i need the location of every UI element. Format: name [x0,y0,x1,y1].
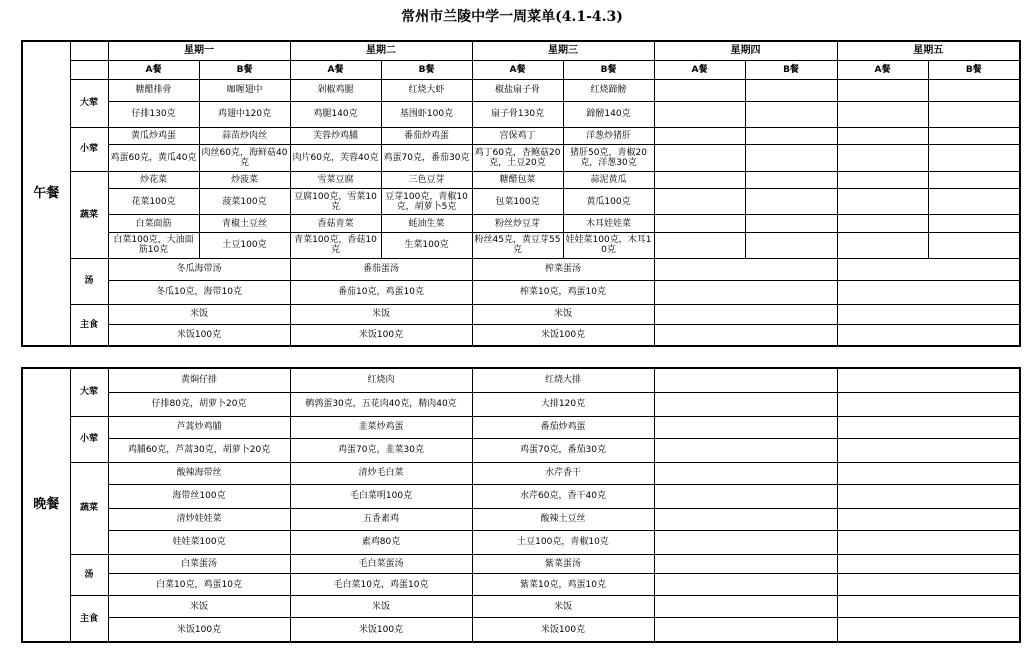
dish-ingredients: 白菜100克，大油面筋10克 [108,232,199,258]
dish-ingredients: 包菜100克 [472,189,563,215]
dish-name: 紫菜蛋汤 [472,554,654,574]
dish-ingredients: 基围虾100克 [381,101,472,127]
dish-ingredients: 鸡蛋60克，黄瓜40克 [108,145,199,171]
dish-name: 红烧肉 [290,368,472,392]
b-meal-header: B餐 [199,61,290,80]
category-zhushi: 主食 [70,596,108,642]
b-meal-header: B餐 [381,61,472,80]
dish-name: 白菜蛋汤 [108,554,290,574]
lunch-label: 午餐 [22,41,70,346]
dish-ingredients: 娃娃菜100克 [108,530,290,554]
b-meal-header: B餐 [928,61,1020,80]
category-zhushi: 主食 [70,304,108,346]
a-meal-header: A餐 [472,61,563,80]
dish-ingredients: 黄瓜100克 [563,189,654,215]
dish-name: 红烧蹄髈 [563,79,654,101]
dish-name: 水芹香干 [472,462,654,484]
dish-ingredients: 番茄10克，鸡蛋10克 [290,280,472,304]
dish-ingredients: 蹄髈140克 [563,101,654,127]
dish-ingredients: 鸡丁60克，杏鲍菇20克，土豆20克 [472,145,563,171]
dish-ingredients: 猪肝50克，青椒20克，洋葱30克 [563,145,654,171]
dish-ingredients: 米饭100克 [472,324,654,346]
dish-ingredients: 毛白菜明100克 [290,484,472,508]
dish-ingredients: 米饭100克 [108,618,290,642]
dish-name: 洋葱炒猪肝 [563,127,654,144]
dish-name: 清炒娃娃菜 [108,508,290,530]
dish-ingredients: 鸡蛋70克，番茄30克 [472,438,654,462]
dish-name: 米饭 [290,596,472,618]
dish-name: 蒜苗炒肉丝 [199,127,290,144]
dish-ingredients: 仔排80克，胡萝卜20克 [108,392,290,416]
day-header: 星期一 [108,41,290,61]
dish-name: 芦蒿炒鸡脯 [108,416,290,438]
dish-name: 蒜泥黄瓜 [563,171,654,188]
dish-ingredients: 鸡蛋70克，番茄30克 [381,145,472,171]
dish-name: 米饭 [472,596,654,618]
dish-name: 米饭 [108,596,290,618]
dish-ingredients: 肉丝60克，海鲜菇40克 [199,145,290,171]
dish-ingredients: 青菜100克，香菇10克 [290,232,381,258]
dinner-menu-table [21,367,1021,643]
dish-name: 炒花菜 [108,171,199,188]
dish-ingredients: 榨菜10克，鸡蛋10克 [472,280,654,304]
dish-ingredients: 米饭100克 [472,618,654,642]
dish-name: 米饭 [290,304,472,324]
dish-ingredients: 仔排130克 [108,101,199,127]
dish-name: 椒盐扇子骨 [472,79,563,101]
dish-ingredients: 菠菜100克 [199,189,290,215]
dish-ingredients: 鸡翅中120克 [199,101,290,127]
dish-ingredients: 娃娃菜100克，木耳10克 [563,232,654,258]
dish-ingredients: 鸡蛋70克，韭菜30克 [290,438,472,462]
dinner-label: 晚餐 [22,368,70,642]
dish-ingredients: 水芹60克，香干40克 [472,484,654,508]
dish-ingredients: 肉片60克，芙蓉40克 [290,145,381,171]
dish-name: 番茄炒鸡蛋 [472,416,654,438]
category-xiaohun: 小荤 [70,127,108,171]
dish-ingredients: 冬瓜10克，海带10克 [108,280,290,304]
dish-name: 番茄炒鸡蛋 [381,127,472,144]
dish-name: 芙蓉炒鸡脯 [290,127,381,144]
a-meal-header: A餐 [108,61,199,80]
dish-ingredients: 豆腐100克，雪菜10克 [290,189,381,215]
category-shucai: 蔬菜 [70,171,108,258]
dish-ingredients: 鸡腿140克 [290,101,381,127]
dish-ingredients: 米饭100克 [290,324,472,346]
dish-name: 香菇青菜 [290,215,381,232]
dish-ingredients: 素鸡80克 [290,530,472,554]
dish-name: 咖喱翅中 [199,79,290,101]
dish-name: 酸辣土豆丝 [472,508,654,530]
dish-name: 冬瓜海带汤 [108,259,290,281]
dish-name: 剁椒鸡腿 [290,79,381,101]
day-header: 星期四 [654,41,837,61]
dish-ingredients: 白菜10克，鸡蛋10克 [108,574,290,596]
dish-ingredients: 扇子骨130克 [472,101,563,127]
dish-name: 红烧大排 [472,368,654,392]
dish-ingredients: 豆芽100克，青椒10克，胡萝卜5克 [381,189,472,215]
dish-ingredients: 鸡脯60克，芦蒿30克，胡萝卜20克 [108,438,290,462]
dish-name: 青椒土豆丝 [199,215,290,232]
a-meal-header: A餐 [290,61,381,80]
day-header: 星期三 [472,41,654,61]
dish-name: 清炒毛白菜 [290,462,472,484]
dish-name: 白菜面筋 [108,215,199,232]
dish-ingredients: 土豆100克，青椒10克 [472,530,654,554]
category-tang: 汤 [70,554,108,596]
dish-ingredients: 米饭100克 [108,324,290,346]
day-header: 星期二 [290,41,472,61]
dish-ingredients: 花菜100克 [108,189,199,215]
dish-ingredients: 生菜100克 [381,232,472,258]
dish-ingredients: 鹌鹑蛋30克，五花肉40克，精肉40克 [290,392,472,416]
dish-ingredients: 土豆100克 [199,232,290,258]
dish-ingredients: 紫菜10克，鸡蛋10克 [472,574,654,596]
a-meal-header: A餐 [654,61,745,80]
dish-name: 蚝油生菜 [381,215,472,232]
dish-ingredients: 米饭100克 [290,618,472,642]
category-dahun: 大荤 [70,79,108,127]
dish-name: 红烧大虾 [381,79,472,101]
day-header: 星期五 [837,41,1020,61]
dish-name: 韭菜炒鸡蛋 [290,416,472,438]
dish-ingredients: 粉丝45克，黄豆芽55克 [472,232,563,258]
dish-name: 粉丝炒豆芽 [472,215,563,232]
dish-name: 宫保鸡丁 [472,127,563,144]
dish-name: 五香素鸡 [290,508,472,530]
dish-name: 糖醋包菜 [472,171,563,188]
dish-ingredients: 海带丝100克 [108,484,290,508]
dish-name: 雪菜豆腐 [290,171,381,188]
dish-name: 番茄蛋汤 [290,259,472,281]
dish-name: 三色豆芽 [381,171,472,188]
dish-name: 炒菠菜 [199,171,290,188]
dish-ingredients: 毛白菜10克，鸡蛋10克 [290,574,472,596]
dish-name: 酸辣海带丝 [108,462,290,484]
dish-name: 榨菜蛋汤 [472,259,654,281]
dish-name: 米饭 [108,304,290,324]
category-xiaohun: 小荤 [70,416,108,462]
category-tang: 汤 [70,259,108,305]
dish-name: 黄瓜炒鸡蛋 [108,127,199,144]
a-meal-header: A餐 [837,61,928,80]
dish-name: 毛白菜蛋汤 [290,554,472,574]
dish-name: 糖醋排骨 [108,79,199,101]
dish-ingredients: 大排120克 [472,392,654,416]
category-dahun: 大荤 [70,368,108,416]
dish-name: 米饭 [472,304,654,324]
page-title: 常州市兰陵中学一周菜单(4.1-4.3) [401,9,623,25]
category-shucai: 蔬菜 [70,462,108,554]
b-meal-header: B餐 [563,61,654,80]
lunch-menu-table [21,40,1021,347]
b-meal-header: B餐 [745,61,837,80]
dish-name: 木耳娃娃菜 [563,215,654,232]
dish-name: 黄焖仔排 [108,368,290,392]
